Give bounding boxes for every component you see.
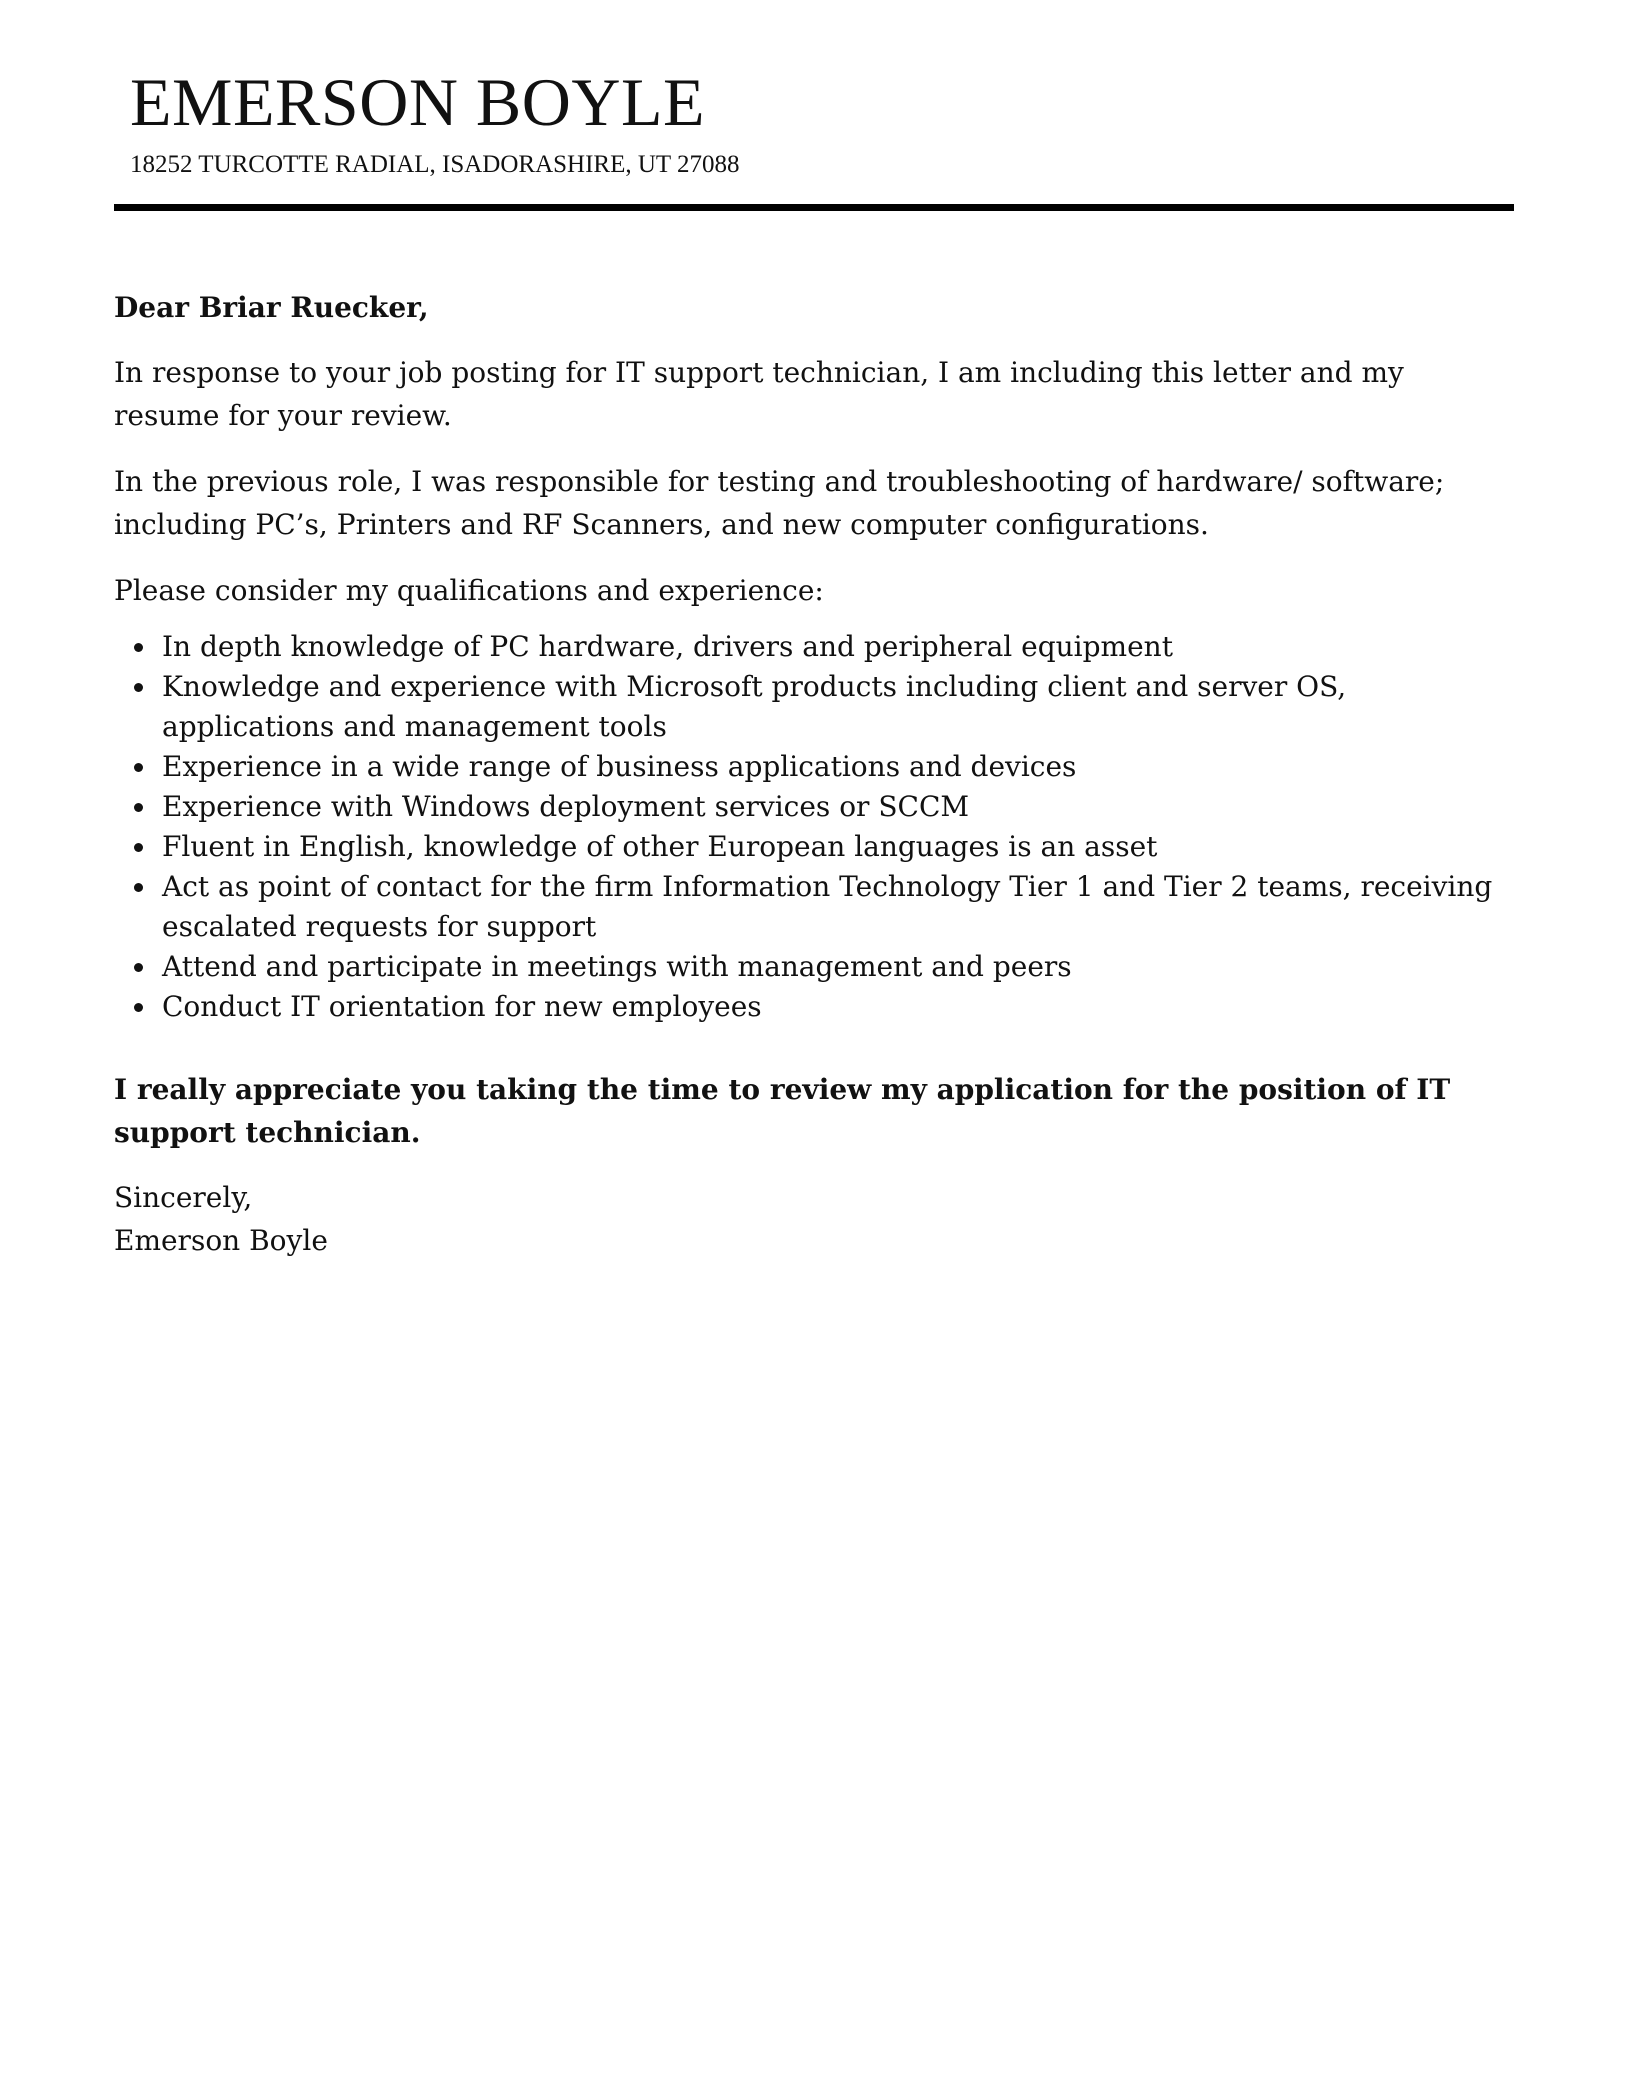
bullet-icon: [134, 963, 143, 972]
list-item: [114, 827, 1514, 867]
header-divider: [114, 204, 1514, 211]
list-item: [114, 787, 1514, 827]
list-item-text: Fluent in English, knowledge of other European languages is an asset: [162, 830, 1158, 863]
qualifications-list: [114, 627, 1514, 1027]
applicant-address: 18252 TURCOTTE RADIAL, ISADORASHIRE, UT 27088: [130, 151, 740, 178]
list-item-text: Conduct IT orientation for new employees: [162, 990, 762, 1023]
applicant-name: EMERSON BOYLE: [130, 64, 706, 140]
bullet-icon: [134, 883, 143, 892]
bullet-icon: [134, 1003, 143, 1012]
bullet-icon: [134, 763, 143, 772]
list-item: [114, 867, 1514, 947]
closing-statement: I really appreciate you taking the time to review my application for the position of IT support technician.: [114, 1073, 1451, 1149]
letter-body: [114, 286, 1514, 1262]
list-item-text: Act as point of contact for the firm Information Technology Tier 1 and Tier 2 teams, receiving escalated requests for support: [162, 870, 1493, 943]
list-item: [114, 747, 1514, 787]
intro-paragraph: In response to your job posting for IT support technician, I am including this letter and my resume for your review.: [114, 356, 1404, 432]
list-item-text: In depth knowledge of PC hardware, drivers and peripheral equipment: [162, 630, 1173, 663]
bullet-icon: [134, 683, 143, 692]
signoff: Sincerely,: [114, 1181, 253, 1214]
list-item: [114, 947, 1514, 987]
bullet-icon: [134, 843, 143, 852]
salutation: Dear Briar Ruecker,: [114, 291, 429, 324]
list-item-text: Experience with Windows deployment services or SCCM: [162, 790, 970, 823]
list-item-text: Knowledge and experience with Microsoft products including client and server OS, applications and management tools: [162, 670, 1347, 743]
qualifications-intro: Please consider my qualifications and experience:: [114, 574, 824, 607]
experience-paragraph: In the previous role, I was responsible for testing and troubleshooting of hardware/ software; including PC’s, Printers and RF Scanners, and new computer configurations.: [114, 465, 1445, 541]
letter-header: [130, 62, 1430, 180]
list-item-text: Attend and participate in meetings with management and peers: [162, 950, 1072, 983]
signature-name: Emerson Boyle: [114, 1224, 328, 1257]
bullet-icon: [134, 803, 143, 812]
list-item: [114, 987, 1514, 1027]
list-item-text: Experience in a wide range of business applications and devices: [162, 750, 1077, 783]
list-item: [114, 627, 1514, 667]
bullet-icon: [134, 643, 143, 652]
list-item: [114, 667, 1514, 747]
